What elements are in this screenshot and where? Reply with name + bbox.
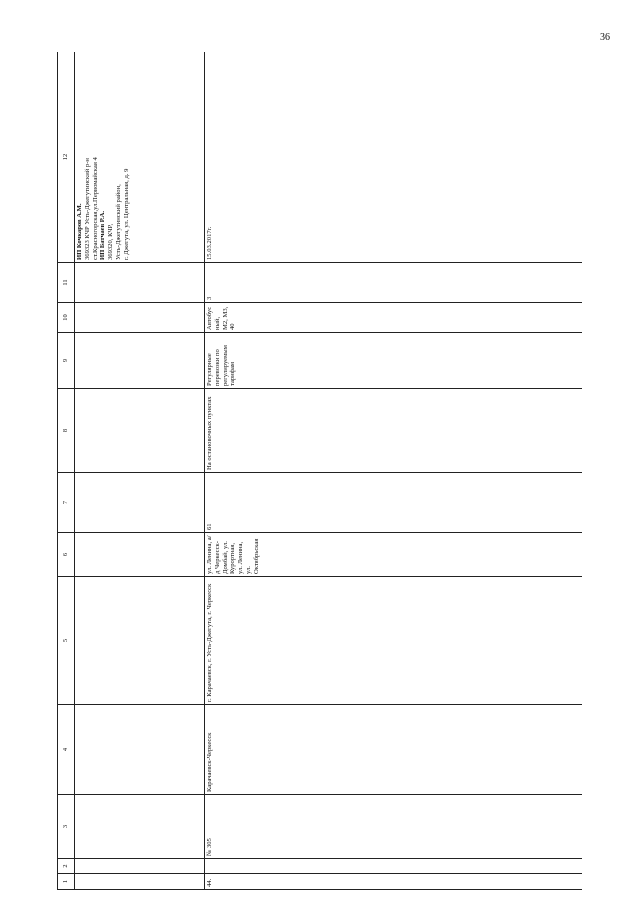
table-cell xyxy=(75,705,205,795)
column-number: 7 xyxy=(58,473,75,533)
header-row xyxy=(58,52,75,890)
table-cell xyxy=(75,303,205,333)
column-number: 1 xyxy=(58,874,75,890)
route-stops: г. Карачаевск, г. Усть-Джегута, г. Черкесск xyxy=(205,577,583,705)
carrier-line: 369323 КЧР Усть-Джегутинский р-н xyxy=(83,158,91,260)
column-number: 4 xyxy=(58,705,75,795)
page-number: 36 xyxy=(600,32,610,43)
column-number: 8 xyxy=(58,389,75,473)
column-number: 2 xyxy=(58,859,75,874)
table-row-44 xyxy=(205,52,583,890)
column-number: 5 xyxy=(58,577,75,705)
row-number: 44. xyxy=(205,874,583,890)
env-class: 3 xyxy=(205,263,583,303)
table-cell xyxy=(205,859,583,874)
carrier-line: Усть-Джегутинский район, xyxy=(114,184,122,260)
carrier-line: 369320, КЧР, xyxy=(107,223,115,260)
table-cell xyxy=(75,473,205,533)
routes-table xyxy=(57,52,582,890)
start-date: 15.03.2017г. xyxy=(205,52,583,263)
column-number: 11 xyxy=(58,263,75,303)
route-length: 61 xyxy=(205,473,583,533)
route-number: № 305 xyxy=(205,795,583,859)
routes-table-area xyxy=(57,52,582,890)
table-cell xyxy=(75,577,205,705)
boarding-order: На остановочных пунктах xyxy=(205,389,583,473)
table-cell xyxy=(75,859,205,874)
table-cell xyxy=(75,389,205,473)
table-cell xyxy=(75,874,205,890)
carrier-line: ст.Красногорская,ул.Первомайская 4 xyxy=(91,157,99,260)
carrier-line: ИП Батчаев Р.А. xyxy=(99,210,107,260)
table-cell xyxy=(75,533,205,577)
table-row-continuation xyxy=(75,52,205,890)
carrier-line: ИП Кочкаров А.М. xyxy=(76,203,83,260)
transport-regime: Регулярные перевозки по регулируемым тарифам xyxy=(205,333,583,389)
rotated-table xyxy=(57,52,582,890)
carriers-cell xyxy=(75,52,205,263)
carrier-line: г. Джегута, ул. Центральная, д. 9 xyxy=(122,168,130,260)
column-number: 9 xyxy=(58,333,75,389)
table-cell xyxy=(75,333,205,389)
column-number: 10 xyxy=(58,303,75,333)
table-cell xyxy=(75,263,205,303)
route-streets: ул. Ленина, а/д Черкесск-Домбай, ул. Курортная, ул. Ленина, ул. Октябрьская xyxy=(205,533,583,577)
table-cell xyxy=(75,795,205,859)
column-number: 6 xyxy=(58,533,75,577)
column-number: 3 xyxy=(58,795,75,859)
column-number: 12 xyxy=(58,52,75,263)
route-name: Карачаевск-Черкесск xyxy=(205,705,583,795)
vehicle-types: Автобусный, М2, М3, 40 xyxy=(205,303,583,333)
